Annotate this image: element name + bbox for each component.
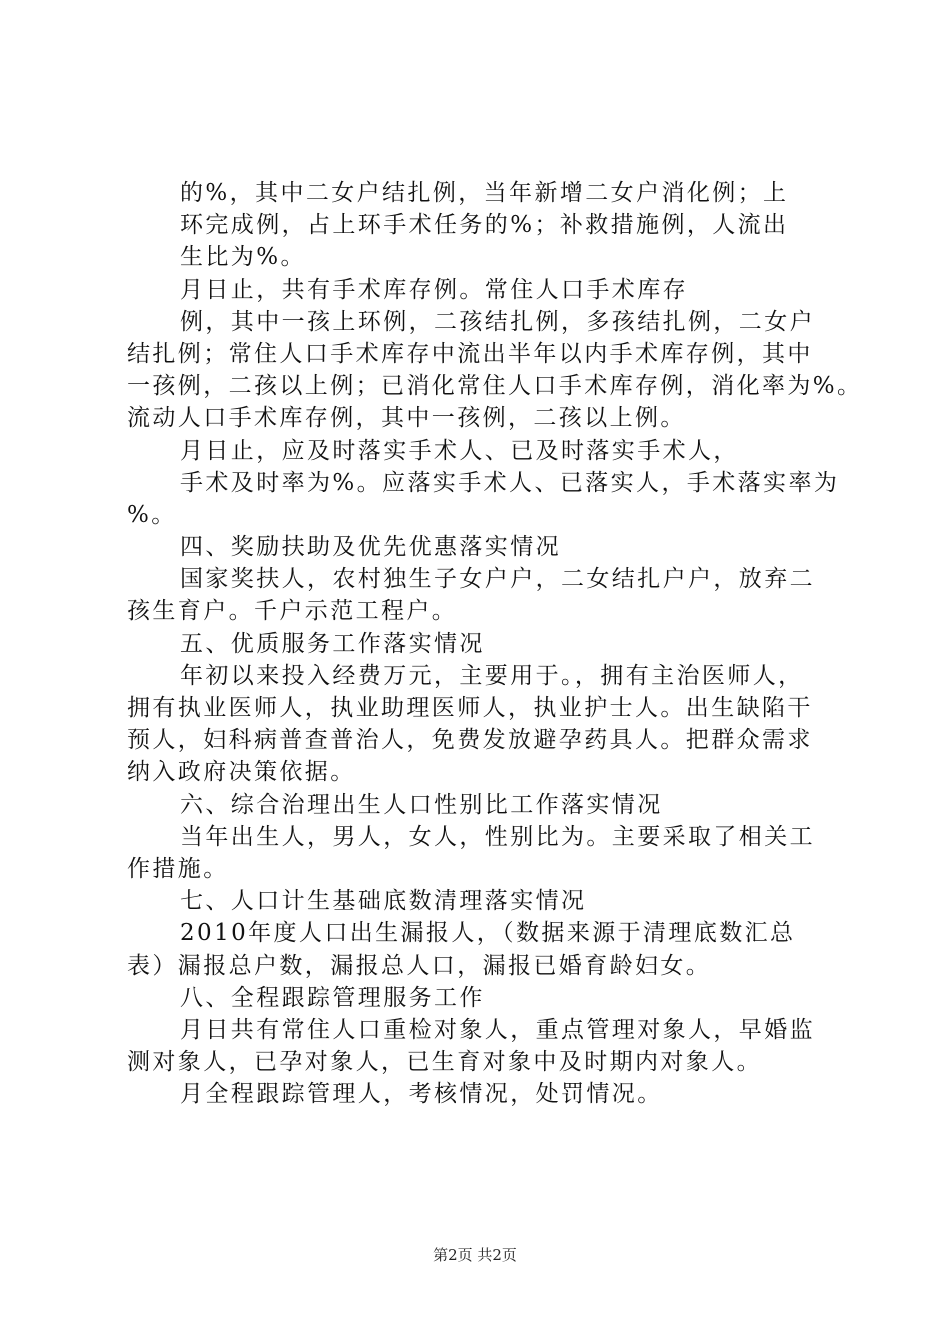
text-line: 四、奖励扶助及优先优惠落实情况	[180, 534, 561, 561]
text-line: 流动人口手术库存例，其中一孩例，二孩以上例。	[127, 405, 686, 432]
document-body	[127, 177, 863, 1110]
text-line: 的%，其中二女户结扎例，当年新增二女户消化例；上	[180, 180, 789, 206]
text-line: 月日共有常住人口重检对象人，重点管理对象人，早婚监	[180, 1016, 815, 1043]
text-line: %。	[127, 501, 177, 528]
text-line: 年初以来投入经费万元，主要用于。，拥有主治医师人，	[180, 662, 804, 689]
text-line: 拥有执业医师人，执业助理医师人，执业护士人。出生缺陷干	[127, 695, 813, 721]
text-line: 五、优质服务工作落实情况	[180, 630, 485, 657]
text-line: 国家奖扶人，农村独生子女户户，二女结扎户户，放弃二	[180, 566, 815, 593]
text-line: 一孩例，二孩以上例；已消化常住人口手术库存例，消化率为%。	[127, 373, 863, 400]
text-line: 环完成例，占上环手术任务的%；补救措施例，人流出	[180, 212, 789, 239]
text-line: 八、全程跟踪管理服务工作	[180, 984, 485, 1011]
text-line: 月日止，应及时落实手术人、已及时落实手术人，	[180, 437, 739, 464]
text-line: 月日止，共有手术库存例。常住人口手术库存	[180, 276, 688, 303]
text-line: 纳入政府决策依据。	[127, 759, 356, 786]
text-line: 例，其中一孩上环例，二孩结扎例，多孩结扎例，二女户	[180, 308, 815, 335]
text-line: 测对象人，已孕对象人，已生育对象中及时期内对象人。	[127, 1049, 762, 1076]
text-line: 生比为%。	[180, 244, 306, 271]
text-line: 孩生育户。千户示范工程户。	[127, 598, 458, 625]
text-line: 月全程跟踪管理人，考核情况，处罚情况。	[180, 1081, 663, 1108]
text-line: 七、人口计生基础底数清理落实情况	[180, 888, 587, 915]
text-line: 结扎例；常住人口手术库存中流出半年以内手术库存例，其中	[127, 340, 813, 367]
page-footer: 第2页 共2页	[433, 1246, 517, 1264]
text-line: 六、综合治理出生人口性别比工作落实情况	[180, 791, 663, 818]
text-line: 表）漏报总户数，漏报总人口，漏报已婚育龄妇女。	[127, 952, 712, 979]
text-line: 手术及时率为%。应落实手术人、已落实人，手术落实率为	[180, 469, 840, 496]
text-line: 预人，妇科病普查普治人，免费发放避孕药具人。把群众需求	[127, 727, 813, 754]
text-line: 2010年度人口出生漏报人，（数据来源于清理底数汇总	[180, 920, 796, 947]
text-line: 当年出生人，男人，女人，性别比为。主要采取了相关工	[180, 823, 815, 850]
text-line: 作措施。	[127, 855, 229, 882]
